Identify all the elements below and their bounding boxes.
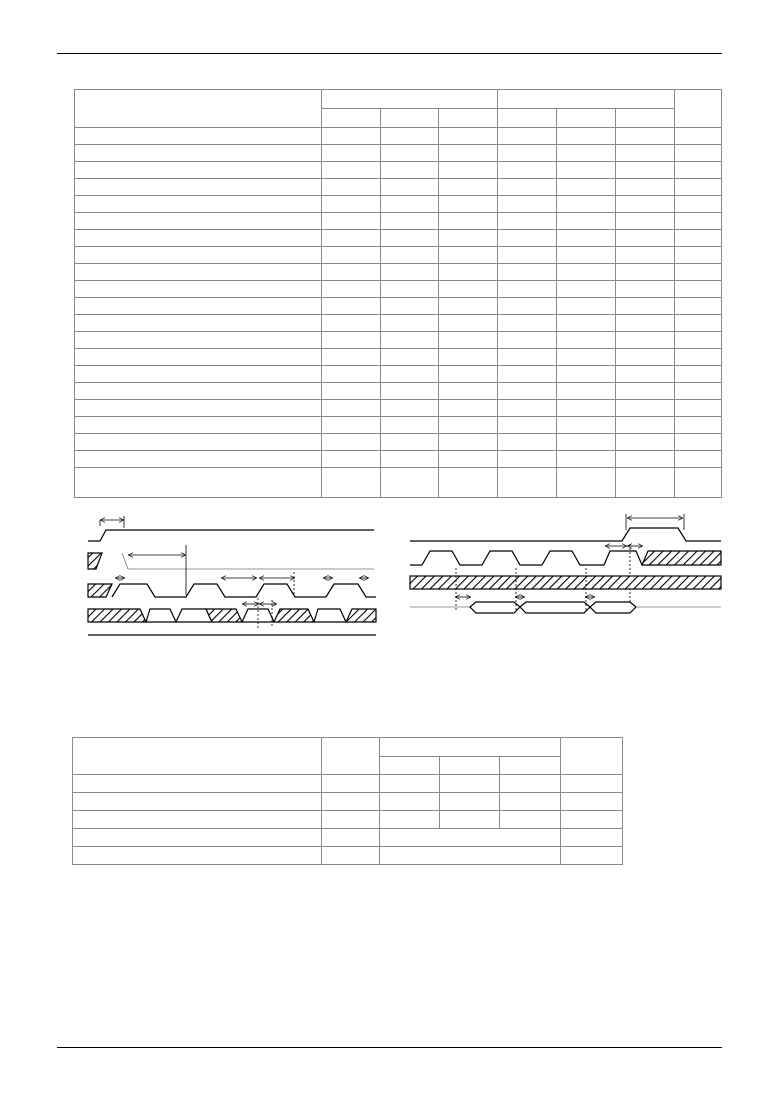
value-cell: [321, 793, 380, 811]
subheader-cell: [440, 757, 500, 775]
secondary-table: [72, 737, 623, 865]
signal-waveform-4: [410, 602, 721, 613]
header-unit-cell: [561, 738, 623, 775]
value-cell: [440, 793, 500, 811]
value-cell: [380, 793, 440, 811]
value-cell: [561, 829, 623, 847]
subheader-cell: [380, 757, 440, 775]
value-cell: [500, 793, 561, 811]
value-cell: [440, 811, 500, 829]
value-cell: [321, 847, 380, 865]
parameter-cell: [73, 793, 322, 811]
table-row: [73, 829, 623, 847]
header-symbol-cell: [321, 738, 380, 775]
value-cell: [500, 811, 561, 829]
value-cell: [380, 775, 440, 793]
value-cell: [380, 829, 561, 847]
table-row: [73, 793, 623, 811]
header-value-group-cell: [380, 738, 561, 757]
table-row: [73, 775, 623, 793]
table-row: [73, 847, 623, 865]
parameter-cell: [73, 847, 322, 865]
signal-waveform-3: [410, 576, 721, 589]
value-cell: [561, 775, 623, 793]
signal-waveform-1: [410, 528, 721, 541]
table-header-row: [73, 738, 623, 757]
value-cell: [321, 811, 380, 829]
parameter-cell: [73, 775, 322, 793]
value-cell: [321, 829, 380, 847]
header-parameter-cell: [73, 738, 322, 775]
table-row: [73, 811, 623, 829]
value-cell: [321, 775, 380, 793]
signal-waveform-2: [410, 551, 721, 565]
value-cell: [561, 811, 623, 829]
value-cell: [561, 793, 623, 811]
value-cell: [561, 847, 623, 865]
subheader-cell: [500, 757, 561, 775]
parameter-cell: [73, 811, 322, 829]
value-cell: [380, 847, 561, 865]
value-cell: [500, 775, 561, 793]
secondary-table-body: [73, 738, 623, 865]
value-cell: [380, 811, 440, 829]
value-cell: [440, 775, 500, 793]
parameter-cell: [73, 829, 322, 847]
